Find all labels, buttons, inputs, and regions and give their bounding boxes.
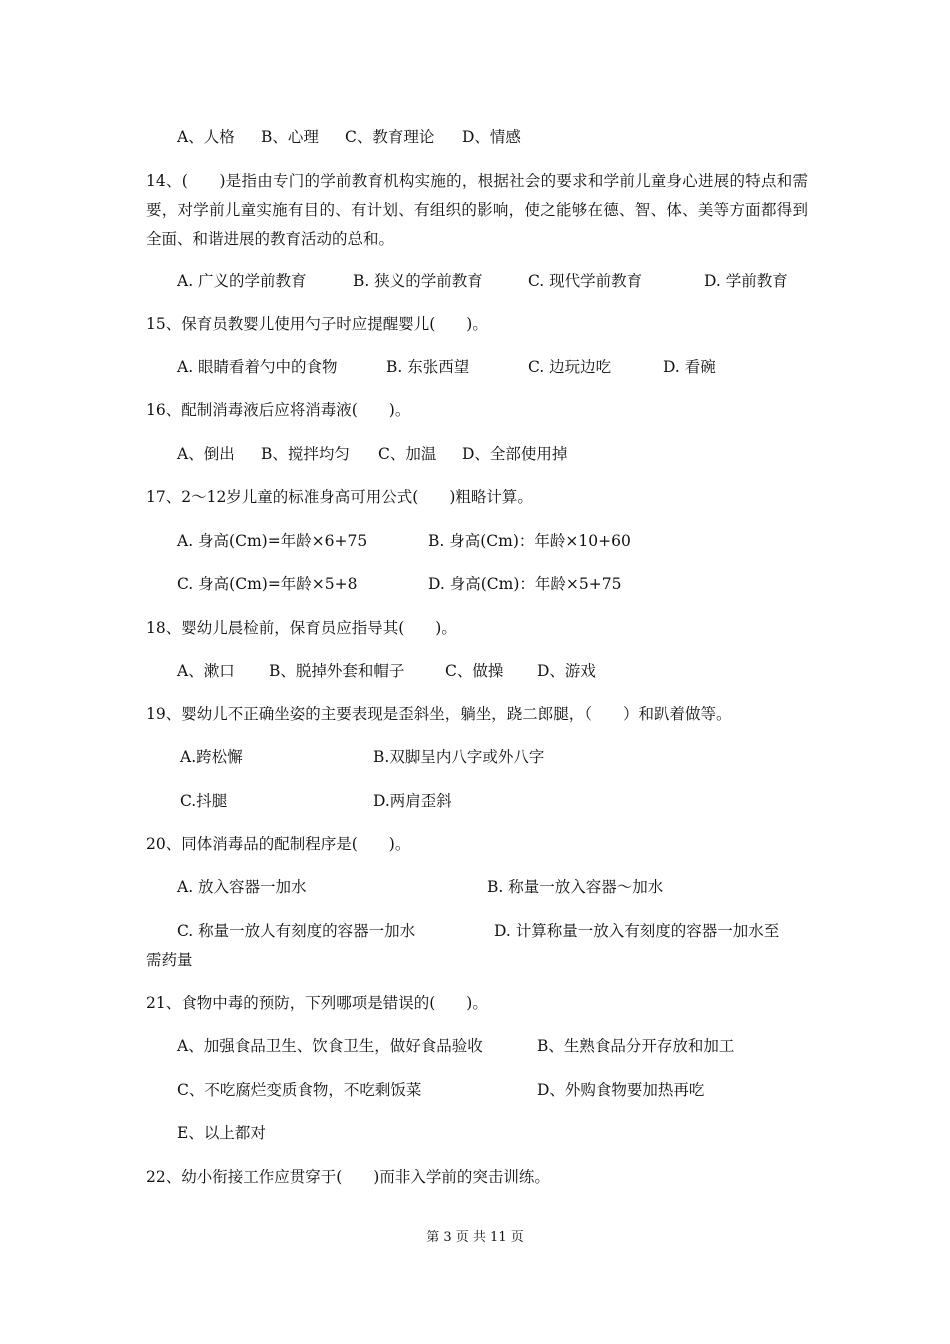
q14-option-b: B. 狭义的学前教育 xyxy=(353,272,483,290)
q17-option-a: A. 身高(Cm)=年龄×6+75 xyxy=(177,532,368,550)
q21-option-c: C、不吃腐烂变质食物，不吃剩饭菜 xyxy=(177,1081,422,1099)
q20-option-a: A. 放入容器一加水 xyxy=(177,878,307,896)
q20-option-c: C. 称量一放人有刻度的容器一加水 xyxy=(177,922,416,940)
q13-option-d: D、情感 xyxy=(462,128,521,146)
q15-option-d: D. 看碗 xyxy=(663,358,716,376)
q15-option-c: C. 边玩边吃 xyxy=(528,358,612,376)
q18-option-b: B、脱掉外套和帽子 xyxy=(269,662,405,680)
q18-option-a: A、漱口 xyxy=(177,662,235,680)
q21-question: 21、食物中毒的预防，下列哪项是错误的( )。 xyxy=(146,994,488,1012)
q17-option-c: C. 身高(Cm)=年龄×5+8 xyxy=(177,575,358,593)
q18-option-c: C、做操 xyxy=(445,662,504,680)
q21-option-e: E、以上都对 xyxy=(177,1124,266,1142)
q17-option-b: B. 身高(Cm)：年龄×10+60 xyxy=(428,532,631,550)
q20-option-d-continued: 需药量 xyxy=(146,951,193,969)
q13-option-b: B、心理 xyxy=(261,128,319,146)
q16-option-c: C、加温 xyxy=(378,445,437,463)
q18-option-d: D、游戏 xyxy=(537,662,596,680)
q15-question: 15、保育员教婴儿使用勺子时应提醒婴儿( )。 xyxy=(146,315,488,333)
q19-option-d: D.两肩歪斜 xyxy=(373,792,452,810)
q14-option-d: D. 学前教育 xyxy=(704,272,788,290)
q17-option-d: D. 身高(Cm)：年龄×5+75 xyxy=(428,575,622,593)
q21-option-b: B、生熟食品分开存放和加工 xyxy=(537,1037,735,1055)
q16-question: 16、配制消毒液后应将消毒液( )。 xyxy=(146,401,411,419)
q17-question: 17、2～12岁儿童的标准身高可用公式( )粗略计算。 xyxy=(146,488,533,506)
q14-question: 14、( )是指由专门的学前教育机构实施的，根据社会的要求和学前儿童身心进展的特点和需要，对学前儿童实施有目的、有计划、有组织的影响，使之能够在德、智、体、美等方面都得到全面、和谐进展的教育活动的总和。 xyxy=(146,172,808,248)
q20-option-d: D. 计算称量一放入有刻度的容器一加水至 xyxy=(494,922,780,940)
q19-option-a: A.跨松懈 xyxy=(180,748,243,766)
q21-option-a: A、加强食品卫生、饮食卫生，做好食品验收 xyxy=(177,1037,483,1055)
q22-question: 22、幼小衔接工作应贯穿于( )而非入学前的突击训练。 xyxy=(146,1168,550,1186)
q18-question: 18、婴幼儿晨检前，保育员应指导其( )。 xyxy=(146,619,457,637)
q15-option-b: B. 东张西望 xyxy=(386,358,470,376)
q19-option-b: B.双脚呈内八字或外八字 xyxy=(373,748,545,766)
q16-option-d: D、全部使用掉 xyxy=(462,445,568,463)
q15-option-a: A. 眼睛看着勺中的食物 xyxy=(177,358,338,376)
q19-option-c: C.抖腿 xyxy=(180,792,228,810)
q20-question: 20、同体消毒品的配制程序是( )。 xyxy=(146,835,411,853)
q14-option-c: C. 现代学前教育 xyxy=(528,272,643,290)
q13-option-c: C、教育理论 xyxy=(345,128,435,146)
page-footer: 第 3 页 共 11 页 xyxy=(426,1230,524,1245)
q16-option-b: B、搅拌均匀 xyxy=(261,445,350,463)
q21-option-d: D、外购食物要加热再吃 xyxy=(537,1081,705,1099)
q20-option-b: B. 称量一放入容器～加水 xyxy=(487,878,664,896)
q16-option-a: A、倒出 xyxy=(177,445,235,463)
q13-option-a: A、人格 xyxy=(177,128,235,146)
q14-option-a: A. 广义的学前教育 xyxy=(177,272,307,290)
q19-question: 19、婴幼儿不正确坐姿的主要表现是歪斜坐，躺坐，跷二郎腿，（ ）和趴着做等。 xyxy=(146,705,732,723)
